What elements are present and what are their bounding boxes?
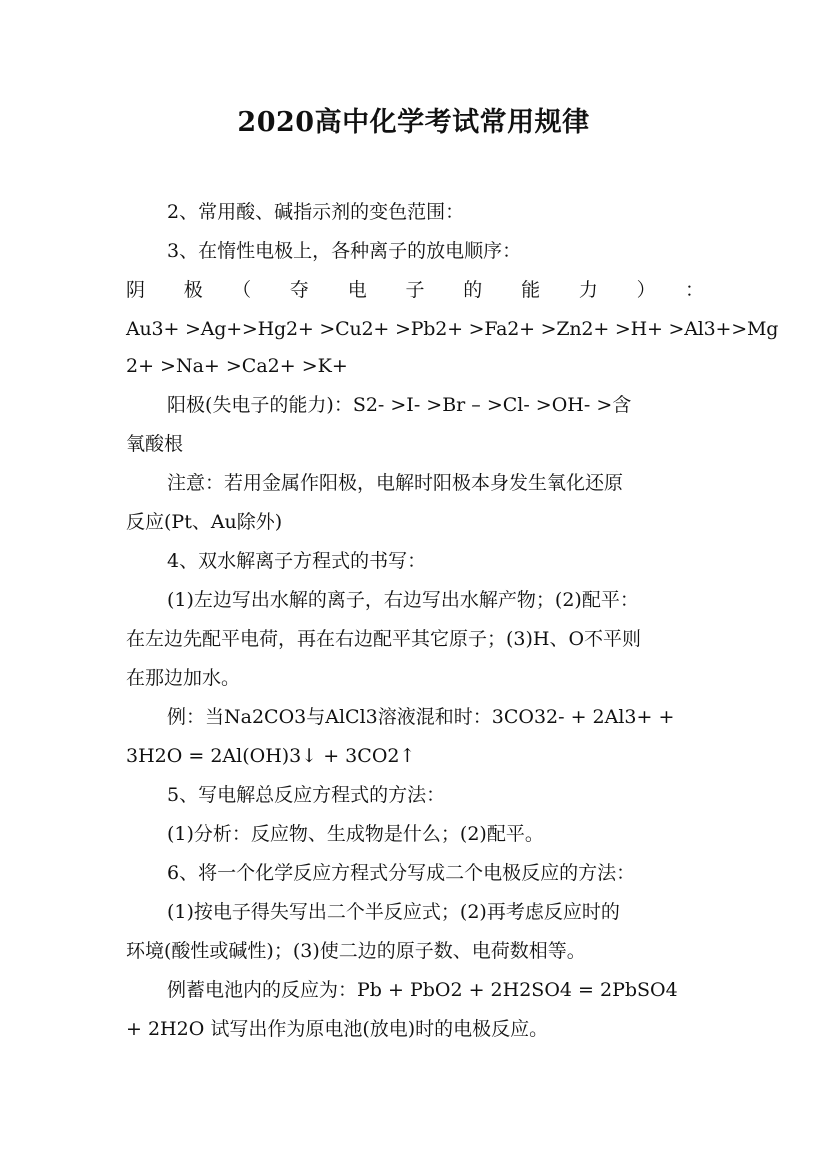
- text-line: (1)按电子得失写出二个半反应式；(2)再考虑反应时的: [167, 901, 620, 923]
- text-line: 2+ >Na+ >Ca2+ >K+: [126, 355, 348, 377]
- text-line: 阴 极 （ 夺 电 子 的 能 力 ） ：: [126, 279, 704, 301]
- text-line: 阳极(失电子的能力)：S2- >I- >Br – >Cl- >OH- >含: [167, 394, 632, 416]
- text-line: 6、将一个化学反应方程式分写成二个电极反应的方法：: [167, 862, 636, 884]
- text-line: 3H2O = 2Al(OH)3↓ + 3CO2↑: [126, 745, 416, 767]
- text-line: 4、双水解离子方程式的书写：: [167, 550, 427, 572]
- text-line: 在那边加水。: [126, 667, 241, 689]
- text-line: (1)左边写出水解的离子，右边写出水解产物；(2)配平：: [167, 589, 639, 611]
- text-line: (1)分析：反应物、生成物是什么；(2)配平。: [167, 823, 544, 845]
- text-line: 氧酸根: [126, 433, 184, 455]
- document-title: 2020高中化学考试常用规律: [237, 107, 590, 138]
- text-line: + 2H2O 试写出作为原电池(放电)时的电极反应。: [126, 1018, 549, 1040]
- text-line: 5、写电解总反应方程式的方法：: [167, 784, 446, 806]
- text-line: 2、常用酸、碱指示剂的变色范围：: [167, 201, 465, 223]
- text-line: 注意：若用金属作阳极，电解时阳极本身发生氧化还原: [167, 472, 624, 494]
- text-line: 例蓄电池内的反应为：Pb + PbO2 + 2H2SO4 = 2PbSO4: [167, 979, 678, 1001]
- text-line: 例：当Na2CO3与AlCl3溶液混和时：3CO32- + 2Al3+ +: [167, 706, 675, 728]
- text-line: 反应(Pt、Au除外): [126, 511, 283, 533]
- text-line: Au3+ >Ag+>Hg2+ >Cu2+ >Pb2+ >Fa2+ >Zn2+ >H+ >Al3+>Mg: [126, 318, 779, 340]
- text-line: 环境(酸性或碱性)；(3)使二边的原子数、电荷数相等。: [126, 940, 586, 962]
- text-line: 3、在惰性电极上，各种离子的放电顺序：: [167, 240, 522, 262]
- text-line: 在左边先配平电荷，再在右边配平其它原子；(3)H、O不平则: [126, 628, 642, 650]
